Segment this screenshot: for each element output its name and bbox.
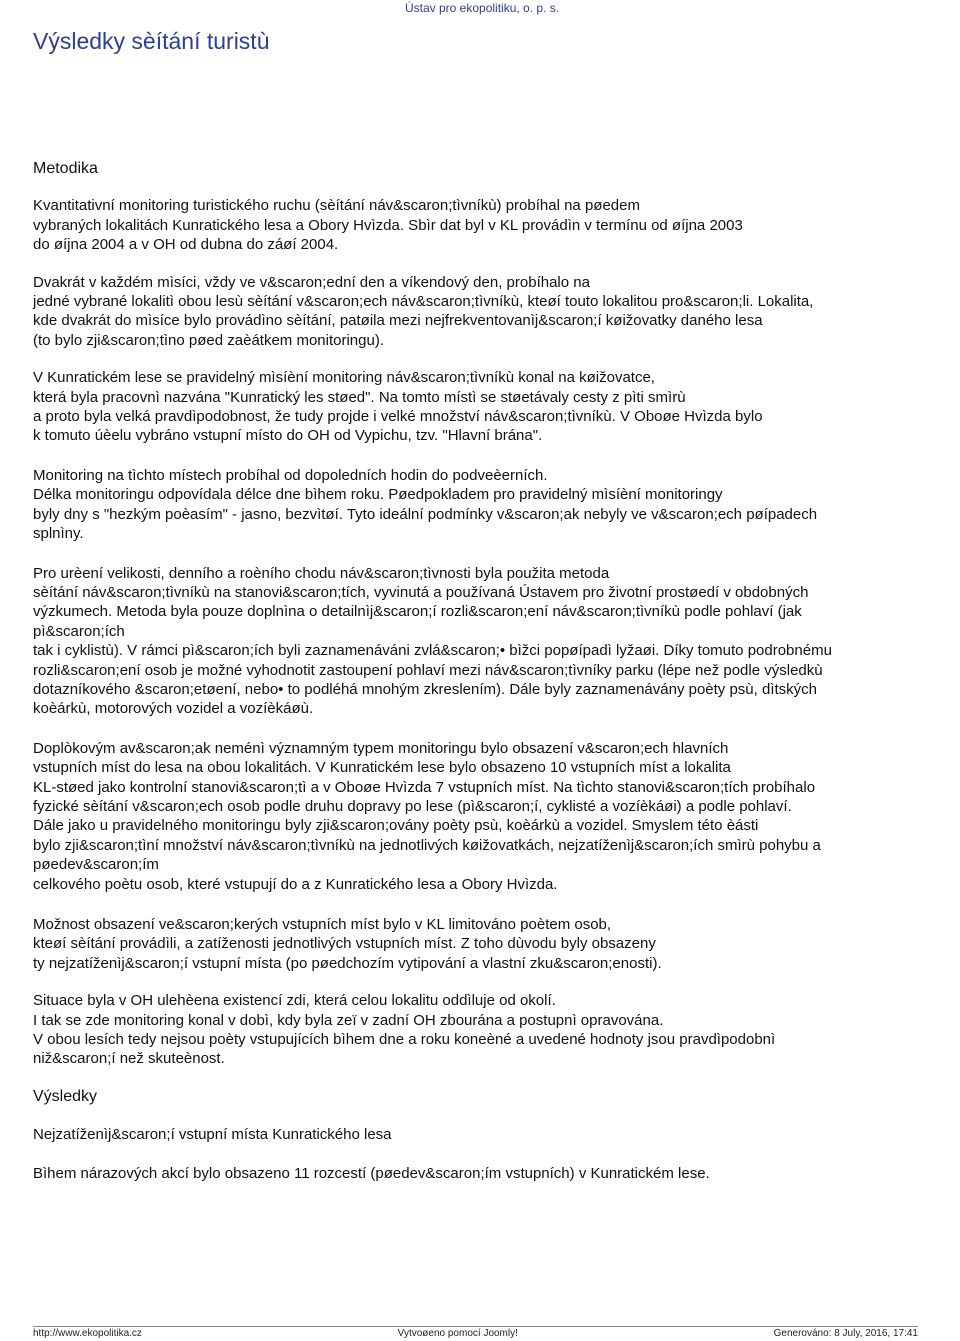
page-footer xyxy=(33,1326,918,1339)
text-line: Možnost obsazení ve&scaron;kerých vstupních míst bylo v KL limitováno poètem osob, xyxy=(33,916,612,933)
text-line: k tomuto úèelu vybráno vstupní místo do OH od Vypichu, tzv. "Hlavní brána". xyxy=(33,427,543,445)
text-line: KL-støed jako kontrolní stanovi&scaron;tì a v Oboøe Hvìzda 7 vstupních míst. Na tìchto stanovi&scaron;tích probíhalo xyxy=(33,778,816,796)
text-line: Kvantitativní monitoring turistického ruchu (sèítání náv&scaron;tìvníkù) probíhal na pøedem xyxy=(33,197,640,215)
text-line: která byla pracovnì nazvána "Kunratický les støed". Na tomto místì se støetávaly cesty z pìti smìrù xyxy=(33,388,686,406)
heading-text: Metodika xyxy=(33,160,98,177)
paragraph-intro xyxy=(33,196,933,254)
text-line: Délka monitoringu odpovídala délce dne bìhem roku. Pøedpokladem pro pravidelný mìsíèní monitoringy xyxy=(33,486,723,504)
text-line: celkového poètu osob, které vstupují do a z Kunratického lesa a Obory Hvìzda. xyxy=(33,875,558,893)
text-line: V Kunratickém lese se pravidelný mìsíèní monitoring náv&scaron;tìvníkù konal na køižovatce, xyxy=(33,369,655,387)
text-line: Monitoring na tìchto místech probíhal od dopoledních hodin do podveèerních. xyxy=(33,466,548,484)
section-heading-vysledky xyxy=(33,1087,933,1106)
text-line: byly dny s "hezkým poèasím" - jasno, bezvìtøí. Tyto ideální podmínky v&scaron;ak nebyly ve v&scaron;ech pøípadech xyxy=(33,505,818,523)
text-line: a proto byla velká pravdìpodobnost, že tudy projde i velké množství náv&scaron;tìvníkù. V Oboøe Hvìzda bylo xyxy=(33,408,763,426)
text-line: Doplòkovým av&scaron;ak neménì významným typem monitoringu bylo obsazení v&scaron;ech hlavních xyxy=(33,739,729,757)
text-line: Nejzatíženìj&scaron;í vstupní místa Kunratického lesa xyxy=(33,1126,392,1144)
text-line: vybraných lokalitách Kunratického lesa a Obory Hvìzda. Sbìr dat byl v KL provádìn v termínu od øíjna 2003 xyxy=(33,216,743,234)
paragraph-capacity-limits xyxy=(33,915,933,973)
text-line: kde dvakrát do mìsíce bylo provádìno sèítání, patøila mezi nejfrekventovanìj&scaron;í køižovatky daného lesa xyxy=(33,312,763,330)
text-line: pì&scaron;ích xyxy=(33,622,125,640)
page-title: Výsledky sèítání turistù xyxy=(33,28,270,54)
footer-created-with: Vytvoøeno pomocí Joomly! xyxy=(397,1328,518,1339)
text-line: jedné vybrané lokalitì obou lesù sèítání v&scaron;ech náv&scaron;tìvníkù, kteøí touto lokalitou pro&scaron;li. Lokalita, xyxy=(33,293,814,311)
text-line: niž&scaron;í než skuteènost. xyxy=(33,1050,225,1068)
text-line: splnìny. xyxy=(33,525,84,543)
paragraph-busiest-entries xyxy=(33,1125,933,1144)
paragraph-kunraticky-les xyxy=(33,368,933,446)
footer-generated-date: Generováno: 8 July, 2016, 17:41 xyxy=(773,1328,918,1339)
paragraph-crossroads-count xyxy=(33,1164,933,1183)
text-line: V obou lesích tedy nejsou poèty vstupujících bìhem dne a roku koneèné a uvedené hodnoty jsou pravdìpodobnì xyxy=(33,1031,776,1049)
text-line: fyzické sèítání v&scaron;ech osob podle druhu dopravy po lese (pì&scaron;í, cyklisté a vozíèkáøi) a podle pohlaví. xyxy=(33,797,792,815)
text-line: Situace byla v OH ulehèena existencí zdi, která celou lokalitu oddìluje od okolí. xyxy=(33,992,556,1010)
text-line: pøedev&scaron;ím xyxy=(33,856,159,874)
footer-url: http://www.ekopolitika.cz xyxy=(33,1328,142,1339)
paragraph-entry-points xyxy=(33,739,933,894)
text-line: vstupních míst do lesa na obou lokalitách. V Kunratickém lese bylo obsazeno 10 vstupních míst a lokalita xyxy=(33,759,731,777)
text-line: Dvakrát v každém mìsíci, vždy ve v&scaron;ední den a víkendový den, probíhalo na xyxy=(33,273,590,291)
paragraph-method xyxy=(33,564,933,719)
heading-text: Výsledky xyxy=(33,1087,98,1105)
text-line: Dále jako u pravidelného monitoringu byly zji&scaron;ovány poèty psù, koèárkù a vozidel. Smyslem této èásti xyxy=(33,817,759,835)
text-line: koèárkù, motorových vozidel a vozíèkáøù. xyxy=(33,700,314,718)
text-line: bylo zji&scaron;tìní množství náv&scaron;tìvníkù na jednotlivých køižovatkách, nejzatíženìj&scaron;ích smìrù pohybu a xyxy=(33,836,821,854)
text-line: ty nejzatíženìj&scaron;í vstupní místa (po pøedchozím vytipování a vlastní zku&scaron;enosti). xyxy=(33,954,662,972)
text-line: Bìhem nárazových akcí bylo obsazeno 11 rozcestí (pøedev&scaron;ím vstupních) v Kunratickém lese. xyxy=(33,1164,710,1182)
text-line: rozli&scaron;ení osob je možné vyhodnotit zastoupení pohlaví mezi náv&scaron;tìvníky parku (lépe než podle výsledkù xyxy=(33,661,823,679)
text-line: dotazníkového &scaron;etøení, nebo• to podléhá mnohým zkreslením). Dále byly zaznamenávány poèty psù, dìtských xyxy=(33,680,818,698)
header-organization: Ústav pro ekopolitiku, o. p. s. xyxy=(405,1,560,15)
text-line: sèítání náv&scaron;tìvníkù na stanovi&scaron;tích, vyvinutá a používaná Ústavem pro životní prostøedí v obdobných xyxy=(33,583,809,601)
text-line: kteøí sèítání provádìli, a zatíženosti jednotlivých vstupních míst. Z toho dùvodu byly obsazeny xyxy=(33,935,656,953)
paragraph-monitoring-hours xyxy=(33,466,933,544)
article-body xyxy=(33,159,933,1183)
text-line: I tak se zde monitoring konal v dobì, kdy byla zeï v zadní OH zbourána a postupnì opravována. xyxy=(33,1011,664,1029)
text-line: tak i cyklistù). V rámci pì&scaron;ích byli zaznamenáváni zvlá&scaron;• bìžci popøípadì lyžaøi. Díky tomuto podrobnému xyxy=(33,642,832,660)
text-line: výzkumech. Metoda byla pouze doplnìna o detailnìj&scaron;í rozli&scaron;ení náv&scaron;tìvníkù podle pohlaví (jak xyxy=(33,603,802,621)
text-line: do øíjna 2004 a v OH od dubna do záøí 2004. xyxy=(33,236,339,254)
paragraph-twice-monthly xyxy=(33,273,933,351)
section-heading-metodika xyxy=(33,159,933,178)
text-line: Pro urèení velikosti, denního a roèního chodu náv&scaron;tìvnosti byla použita metoda xyxy=(33,564,610,582)
paragraph-obora-wall xyxy=(33,991,933,1069)
text-line: (to bylo zji&scaron;tìno pøed zaèátkem monitoringu). xyxy=(33,331,384,349)
